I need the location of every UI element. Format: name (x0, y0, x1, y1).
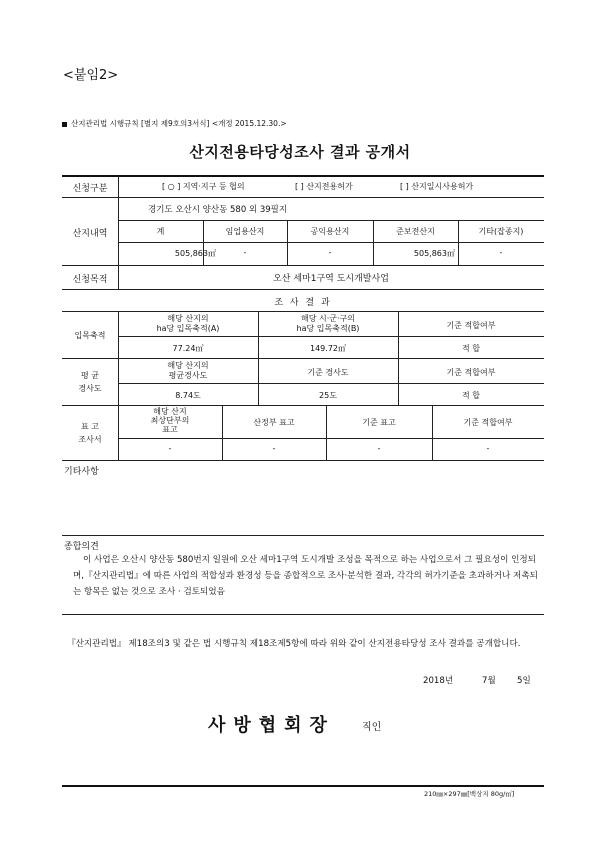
date-month: 7월 (482, 676, 496, 686)
slope-label-line1: 평 균 (81, 371, 99, 380)
signer-name: 사방협회장 (208, 715, 335, 736)
stand-value-compliance: 적 합 (462, 344, 480, 353)
elevation-header-site (118, 407, 222, 434)
document-title: 산지전용타당성조사 결과 공개서 (189, 143, 411, 161)
elevation-value-standard: - (377, 444, 381, 453)
forest-value-semi: 505,863㎡ (413, 249, 455, 258)
forest-value-forestry: - (243, 248, 247, 257)
opinion-label: 종합의견 (64, 542, 99, 552)
slope-header-compliance: 기준 적합여부 (446, 368, 496, 377)
forest-header-other: 기타(잡종지) (478, 227, 524, 236)
other-notes-label: 기타사항 (64, 467, 99, 477)
elevation-header-site-line2: 최상단부의 (150, 416, 190, 425)
stand-header-region-line1: 해당 시·군·구의 (301, 314, 355, 323)
opinion-text: 이 사업은 오산시 양산동 580번지 일원에 오산 세마1구역 도시개발 조성을 목적으로 하는 사업으로서 그 필요성이 인정되며,『산지관리법』에 따른 사업의 적합성과 환경성 등을 종합적으로 조사·분석한 결과, 각각의 허가기준을 초과하거나 저촉되는 항목은 없는 것으로 조사 · 검토되었음 (73, 555, 538, 597)
stand-header-site (118, 314, 258, 334)
paper-spec: 210㎜×297㎜[백상지 80g/㎡] (424, 790, 515, 798)
form-reference (62, 118, 287, 129)
forest-header-total: 계 (156, 227, 165, 236)
forest-details-label: 산지내역 (72, 229, 108, 239)
elevation-header-standard: 기준 표고 (362, 418, 396, 427)
stand-value-site: 77.24㎥ (172, 344, 204, 353)
slope-value-compliance: 적 합 (462, 391, 480, 400)
forest-address: 경기도 오산시 양산동 580 외 39필지 (148, 205, 288, 215)
stand-volume-label: 입목축적 (74, 331, 106, 340)
option-temporary-use-permit: [ ] 산지일시사용허가 (400, 182, 474, 191)
purpose-label: 신청목적 (72, 275, 108, 285)
elevation-header-site-line1: 해당 산지 (153, 407, 187, 416)
option-forest-conversion-permit: [ ] 산지전용허가 (295, 182, 353, 191)
elevation-header-site-line3: 표고 (162, 425, 178, 434)
official-seal-label: 직인 (362, 722, 382, 733)
slope-header-site-line2: 평균경사도 (168, 371, 208, 380)
elevation-header-ridge: 산정부 표고 (253, 418, 295, 427)
slope-header-standard: 기준 경사도 (307, 368, 349, 377)
slope-value-site: 8.74도 (175, 391, 201, 400)
elevation-value-compliance: - (486, 444, 490, 453)
stand-header-region (258, 314, 398, 334)
elevation-header-compliance: 기준 적합여부 (463, 418, 513, 427)
attachment-label: <붙임2> (63, 68, 119, 83)
stand-header-region-line2: ha당 입목축적(B) (296, 324, 360, 333)
forest-value-total: 505,863㎡ (174, 249, 216, 258)
stand-header-site-line1: 해당 산지의 (167, 314, 209, 323)
elevation-value-site: - (168, 444, 172, 453)
date-year: 2018년 (423, 676, 454, 686)
forest-header-forestry: 임업용산지 (225, 227, 265, 236)
stand-value-region: 149.72㎥ (310, 344, 346, 353)
elevation-label-line1: 표 고 (81, 422, 99, 431)
slope-header-site-line1: 해당 산지의 (167, 361, 209, 370)
option-regional-consultation: [ ○ ] 지역·지구 등 협의 (162, 182, 245, 191)
square-bullet-icon (62, 122, 67, 127)
form-reference-text: 산지관리법 시행규칙 [별지 제9호의3서식] <개정 2015.12.30.> (71, 119, 287, 128)
slope-label (62, 369, 118, 395)
slope-header-site (118, 361, 258, 381)
application-type-label: 신청구분 (72, 184, 108, 194)
date-day: 5일 (517, 676, 531, 686)
forest-header-public: 공익용산지 (310, 227, 350, 236)
survey-results-heading: 조 사 결 과 (274, 298, 332, 308)
forest-value-public: - (328, 248, 332, 257)
stand-header-compliance: 기준 적합여부 (446, 321, 496, 330)
elevation-label (62, 420, 118, 446)
bottom-rule (62, 785, 544, 787)
purpose-value: 오산 세마1구역 도시개발사업 (273, 274, 389, 284)
forest-value-other: - (499, 248, 503, 257)
elevation-value-ridge: - (272, 444, 276, 453)
stand-header-site-line2: ha당 입목축적(A) (156, 324, 220, 333)
disclosure-statement: 『산지관리법』 제18조의3 및 같은 법 시행규칙 제18조제5항에 따라 위와 같이 산지전용타당성 조사 결과를 공개합니다. (67, 639, 521, 649)
elevation-label-line2: 조사서 (78, 435, 102, 444)
forest-header-semi: 준보전산지 (396, 227, 435, 236)
slope-label-line2: 경사도 (78, 384, 102, 393)
slope-value-standard: 25도 (319, 391, 337, 400)
